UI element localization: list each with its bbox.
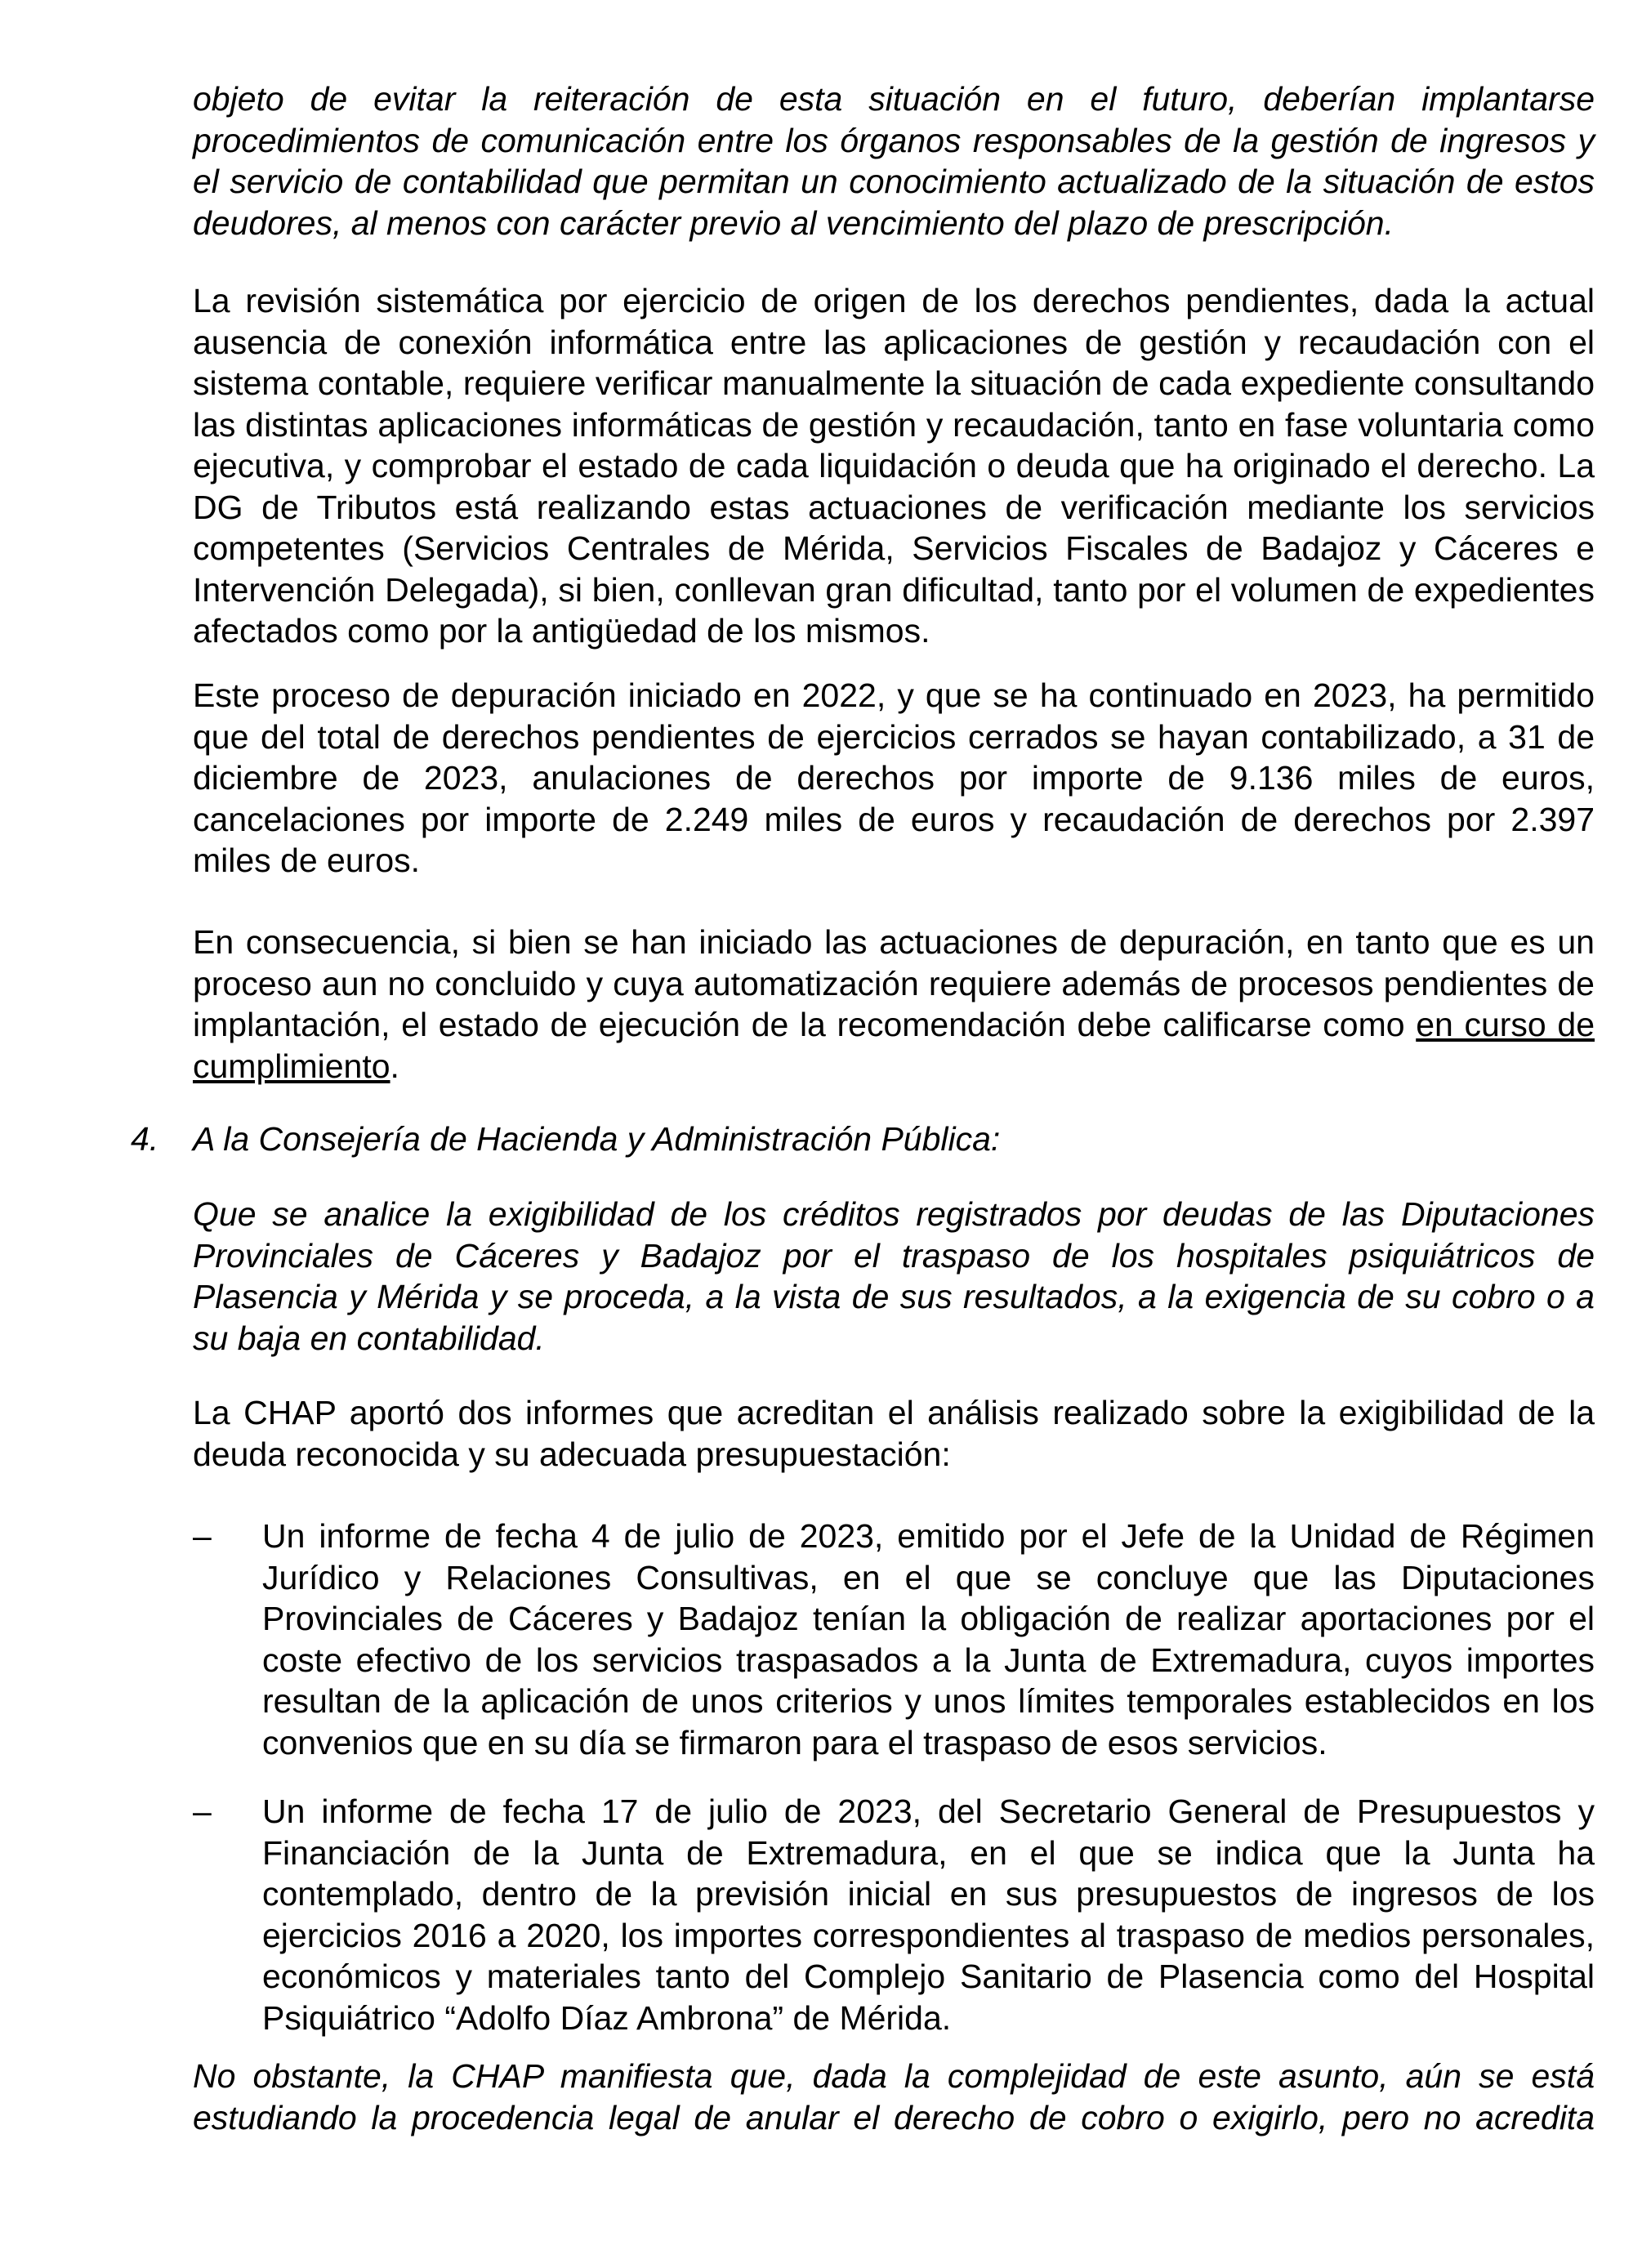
bullet-report-2: Un informe de fecha 17 de julio de 2023, del Secretario General de Presupuestos y Financiación de la Junta de Extremadura, en el que se indica que la Junta ha contemplado, dentro de la previsión inicial en sus presupuestos de ingresos de los ejercicios 2016 a 2020, los importes correspondientes al traspaso de medios personales, económicos y materiales tanto del Complejo Sanitario de Plasencia como del Hospital Psiquiátrico “Adolfo Díaz Ambrona” de Mérida. — [262, 1793, 1595, 2037]
status-underlined: en curso de cumplimiento — [193, 1006, 1595, 1085]
conclusion-text: En consecuencia, si bien se han iniciado las actuaciones de depuración, en tanto que es un proceso aun no concluido y cuya automatización requiere además de procesos pendientes de implantación, el estado de ejecución de la recomendación debe calificarse como — [193, 923, 1595, 1043]
recommendation-text: Que se analice la exigibilidad de los créditos registrados por deudas de las Diputaciones Provinciales de Cáceres y Badajoz por el traspaso de los hospitales psiquiátricos de Plasencia y Mérida y se proceda, a la vista de sus resultados, a la exigencia de su cobro o a su baja en contabilidad. — [193, 1195, 1595, 1357]
bullet-dash: – — [193, 1517, 212, 1555]
item-number: 4. — [131, 1120, 159, 1158]
paragraph-depuration-process: Este proceso de depuración iniciado en 2022, y que se ha continuado en 2023, ha permitido que del total de derechos pendientes de ejercicios cerrados se hayan contabilizado, a 31 de diciembre de 2023, anulaciones de derechos por importe de 9.136 miles de euros, cancelaciones por importe de 2.249 miles de euros y recaudación de derechos por 2.397 miles de euros. — [193, 676, 1595, 879]
paragraph-chap-reports: La CHAP aportó dos informes que acreditan el análisis realizado sobre la exigibilidad de la deuda reconocida y su adecuada presupuestación: — [193, 1394, 1595, 1473]
bullet-dash: – — [193, 1793, 212, 1830]
paragraph-conclusion — [193, 922, 1595, 1087]
bullet-report-1: Un informe de fecha 4 de julio de 2023, emitido por el Jefe de la Unidad de Régimen Jurídico y Relaciones Consultivas, en el que se concluye que las Diputaciones Provinciales de Cáceres y Badajoz tenían la obligación de realizar aportaciones por el coste efectivo de los servicios traspasados a la Junta de Extremadura, cuyos importes resultan de la aplicación de unos criterios y unos límites temporales establecidos en los convenios que en su día se firmaron para el traspaso de esos servicios. — [262, 1517, 1595, 1761]
paragraph-final: No obstante, la CHAP manifiesta que, dada la complejidad de este asunto, aún se está estudiando la procedencia legal de anular el derecho de cobro o exigirlo, pero no acredita — [193, 2057, 1595, 2136]
conclusion-period: . — [390, 1047, 399, 1085]
item-heading: A la Consejería de Hacienda y Administración Pública: — [193, 1120, 1001, 1158]
paragraph-recommendation-continuation: objeto de evitar la reiteración de esta situación en el futuro, deberían implantarse procedimientos de comunicación entre los órganos responsables de la gestión de ingresos y el servicio de contabilidad que permitan un conocimiento actualizado de la situación de estos deudores, al menos con carácter previo al vencimiento del plazo de prescripción. — [193, 80, 1595, 242]
paragraph-systematic-review: La revisión sistemática por ejercicio de origen de los derechos pendientes, dada la actual ausencia de conexión informática entre las aplicaciones de gestión y recaudación con el sistema contable, requiere verificar manualmente la situación de cada expediente consultando las distintas aplicaciones informáticas de gestión y recaudación, tanto en fase voluntaria como ejecutiva, y comprobar el estado de cada liquidación o deuda que ha originado el derecho. La DG de Tributos está realizando estas actuaciones de verificación mediante los servicios competentes (Servicios Centrales de Mérida, Servicios Fiscales de Badajoz y Cáceres e Intervención Delegada), si bien, conllevan gran dificultad, tanto por el volumen de expedientes afectados como por la antigüedad de los mismos. — [193, 282, 1595, 650]
